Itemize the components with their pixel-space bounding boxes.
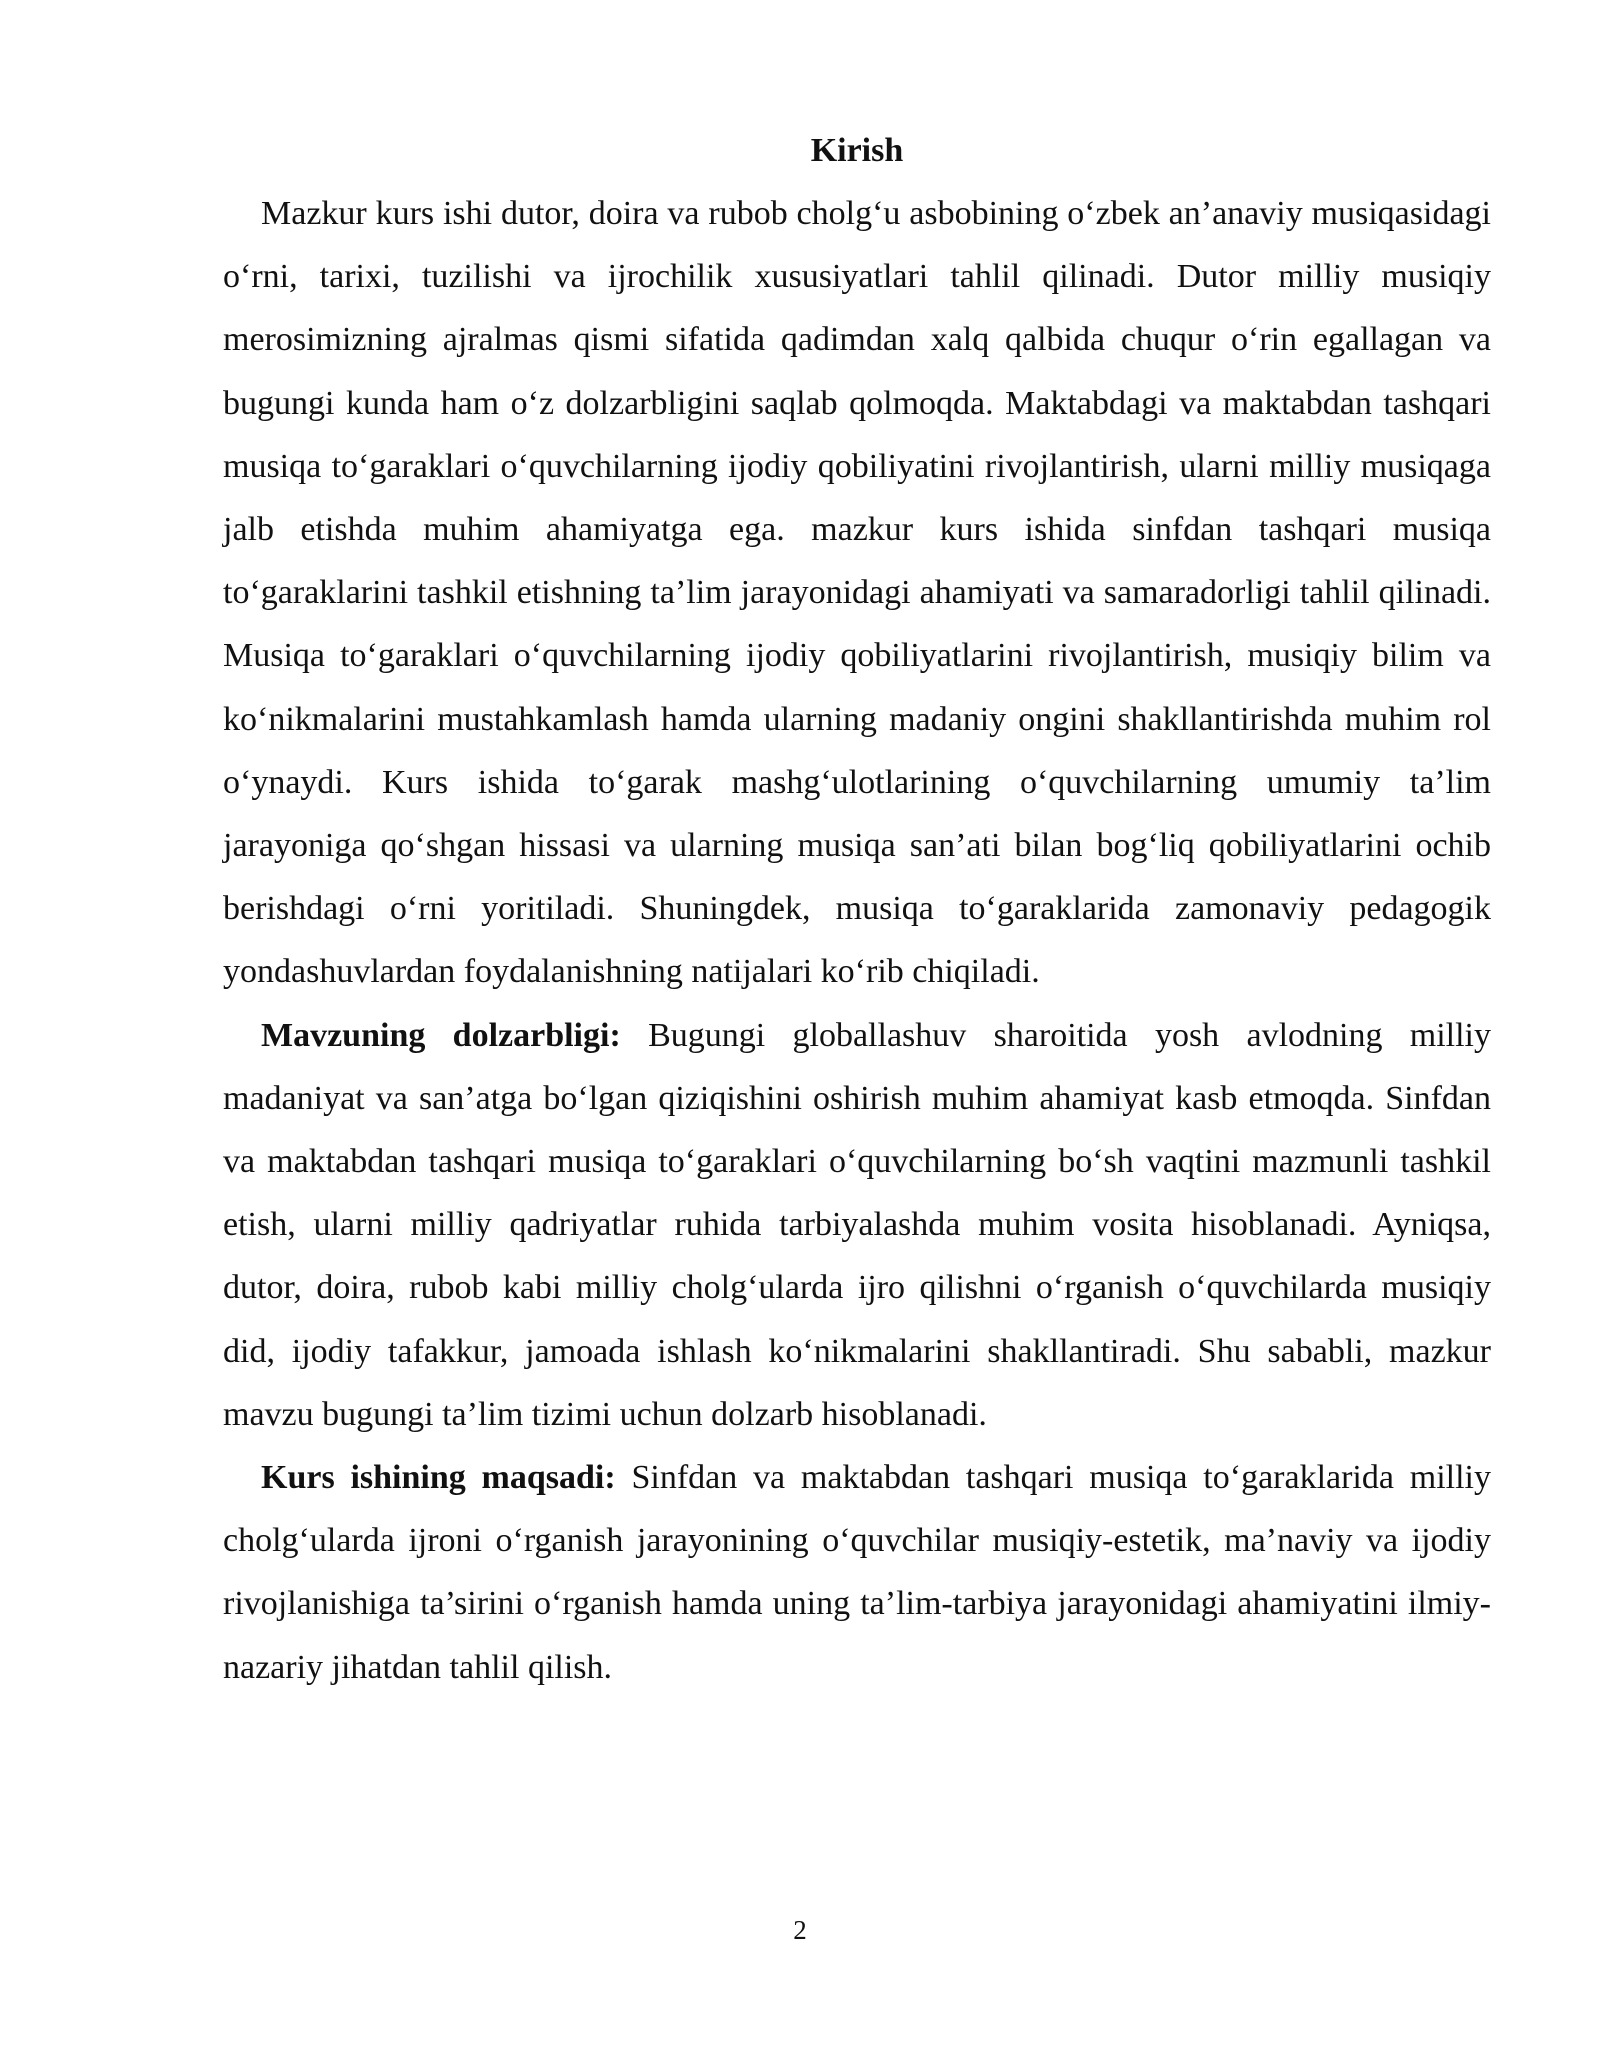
paragraph-relevance-lead: Mavzuning dolzarbligi: — [261, 1016, 621, 1054]
section-heading: Kirish — [810, 132, 904, 169]
page-number: 2 — [793, 1915, 807, 1945]
paragraph-intro-text: Mazkur kurs ishi dutor, doira va rubob cholg‘u asbobining o‘zbek an’anaviy musiqasidagi o‘rni, tarixi, tuzilishi va ijrochilik xususiyatlari tahlil qilinadi. Dutor milliy musiqiy merosimizning ajralmas qismi sifatida qadimdan xalq qalbida chuqur o‘rin egallagan va bugungi kunda ham o‘z dolzarbligini saqlab qolmoqda. Maktabdagi va maktabdan tashqari musiqa to‘garaklari o‘quvchilarning ijodiy qobiliyatini rivojlantirish, ularni milliy musiqaga jalb etishda muhim ahamiyatga ega. mazkur kurs ishida sinfdan tashqari musiqa to‘garaklarini tashkil etishning ta’lim jarayonidagi ahamiyati va samaradorligi tahlil qilinadi. Musiqa to‘garaklari o‘quvchilarning ijodiy qobiliyatlarini rivojlantirish, musiqiy bilim va ko‘nikmalarini mustahkamlash hamda ularning madaniy ongini shakllantirishda muhim rol o‘ynaydi. Kurs ishida to‘garak mashg‘ulotlarining o‘quvchilarning umumiy ta’lim jarayoniga qo‘shgan hissasi va ularning musiqa san’ati bilan bog‘liq qobiliyatlarini ochib berishdagi o‘rni yoritiladi. Shuningdek, musiqa to‘garaklarida zamonaviy pedagogik yondashuvlardan foydalanishning natijalari ko‘rib chiqiladi. — [223, 195, 1491, 991]
paragraph-goal-text: Sinfdan va maktabdan tashqari musiqa to‘garaklarida milliy cholg‘ularda ijroni o‘rganish jarayonining o‘quvchilar musiqiy-estetik, ma’naviy va ijodiy rivojlanishiga ta’sirini o‘rganish hamda uning ta’lim-tarbiya jarayonidagi ahamiyatini ilmiy-nazariy jihatdan tahlil qilish. — [223, 1459, 1491, 1686]
paragraph-goal-lead: Kurs ishining maqsadi: — [261, 1459, 616, 1497]
page-content — [223, 126, 1491, 1699]
paragraph-relevance-text: Bugungi globallashuv sharoitida yosh avlodning milliy madaniyat va san’atga bo‘lgan qiziqishini oshirish muhim ahamiyat kasb etmoqda. Sinfdan va maktabdan tashqari musiqa to‘garaklari o‘quvchilarning bo‘sh vaqtini mazmunli tashkil etish, ularni milliy qadriyatlar ruhida tarbiyalashda muhim vosita hisoblanadi. Ayniqsa, dutor, doira, rubob kabi milliy cholg‘ularda ijro qilishni o‘rganish o‘quvchilarda musiqiy did, ijodiy tafakkur, jamoada ishlash ko‘nikmalarini shakllantiradi. Shu sababli, mazkur mavzu bugungi ta’lim tizimi uchun dolzarb hisoblanadi. — [223, 1016, 1491, 1433]
paragraph-relevance — [223, 1004, 1491, 1446]
paragraph-goal — [223, 1446, 1491, 1699]
paragraph-intro — [223, 182, 1491, 1004]
